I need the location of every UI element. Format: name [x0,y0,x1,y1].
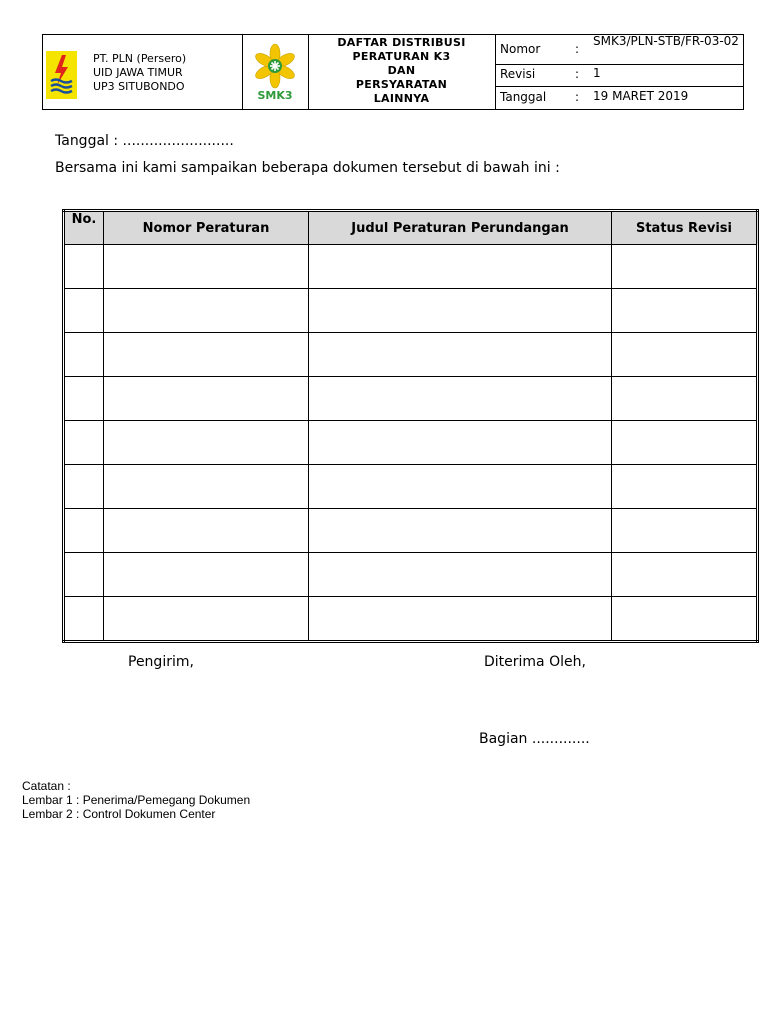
company-cell [43,35,243,109]
meta-divider [496,64,743,65]
cell-status[interactable] [612,333,758,377]
company-name: PT. PLN (Persero) [93,52,187,65]
company-subunit: UP3 SITUBONDO [93,80,185,93]
table-row [64,465,758,509]
cell-status[interactable] [612,465,758,509]
title-line: DAN [387,64,416,77]
table-row [64,333,758,377]
table-row [64,421,758,465]
cell-nomor[interactable] [104,245,309,289]
meta-label: Revisi [500,67,536,81]
cell-nomor[interactable] [104,377,309,421]
cell-no[interactable] [64,421,104,465]
cell-no[interactable] [64,553,104,597]
smk3-logo-cell [242,35,309,109]
cell-judul[interactable] [309,421,612,465]
company-unit: UID JAWA TIMUR [93,66,183,79]
meta-colon: : [575,67,580,81]
notes-title: Catatan : [22,779,71,793]
table-row [64,245,758,289]
cell-nomor[interactable] [104,289,309,333]
title-line: DAFTAR DISTRIBUSI [337,36,466,49]
cell-no[interactable] [64,597,104,642]
header-status-revisi: Status Revisi [612,211,758,245]
notes-line: Lembar 2 : Control Dokumen Center [22,807,216,821]
cell-status[interactable] [612,421,758,465]
cell-judul[interactable] [309,245,612,289]
cell-nomor[interactable] [104,465,309,509]
table-row [64,289,758,333]
title-line: PERSYARATAN [355,78,448,91]
cell-no[interactable] [64,333,104,377]
meta-label: Tanggal [500,90,547,104]
cell-status[interactable] [612,553,758,597]
meta-value: SMK3/PLN-STB/FR-03-02 [593,34,739,48]
meta-colon: : [575,42,580,56]
cell-judul[interactable] [309,509,612,553]
cell-no[interactable] [64,465,104,509]
table-row [64,553,758,597]
cell-nomor[interactable] [104,333,309,377]
pln-logo-icon [46,51,77,99]
company-name-block [93,52,186,94]
cell-judul[interactable] [309,465,612,509]
document-header [42,34,744,110]
cell-nomor[interactable] [104,421,309,465]
cell-status[interactable] [612,509,758,553]
smk3-logo-text: SMK3 [257,89,293,102]
meta-value: 1 [593,66,601,80]
cell-nomor[interactable] [104,553,309,597]
cell-status[interactable] [612,597,758,642]
header-judul-peraturan: Judul Peraturan Perundangan [309,211,612,245]
cell-nomor[interactable] [104,597,309,642]
cell-judul[interactable] [309,597,612,642]
header-nomor-peraturan: Nomor Peraturan [104,211,309,245]
table-row [64,509,758,553]
meta-colon: : [575,90,580,104]
cell-judul[interactable] [309,289,612,333]
cell-no[interactable] [64,245,104,289]
cell-judul[interactable] [309,377,612,421]
table-row [64,597,758,642]
date-line: Tanggal : ......................... [55,133,234,149]
department-line: Bagian ............. [479,731,590,747]
smk3-logo-icon [242,35,308,109]
cell-status[interactable] [612,245,758,289]
cell-no[interactable] [64,289,104,333]
header-no: No. [64,211,104,245]
cell-status[interactable] [612,289,758,333]
meta-label: Nomor [500,42,541,56]
table-header-row [64,211,758,245]
notes-line: Lembar 1 : Penerima/Pemegang Dokumen [22,793,251,807]
document-meta [496,35,743,109]
cell-no[interactable] [64,509,104,553]
cell-no[interactable] [64,377,104,421]
title-line: LAINNYA [373,92,430,105]
cell-nomor[interactable] [104,509,309,553]
document-title [308,35,496,109]
meta-divider [496,86,743,87]
sender-label: Pengirim, [128,654,194,670]
distribution-table [62,209,759,643]
title-line: PERATURAN K3 [352,50,451,63]
cell-judul[interactable] [309,333,612,377]
receiver-label: Diterima Oleh, [484,654,586,670]
cell-status[interactable] [612,377,758,421]
intro-text: Bersama ini kami sampaikan beberapa dokumen tersebut di bawah ini : [55,160,560,176]
meta-value: 19 MARET 2019 [593,89,689,103]
table-row [64,377,758,421]
cell-judul[interactable] [309,553,612,597]
